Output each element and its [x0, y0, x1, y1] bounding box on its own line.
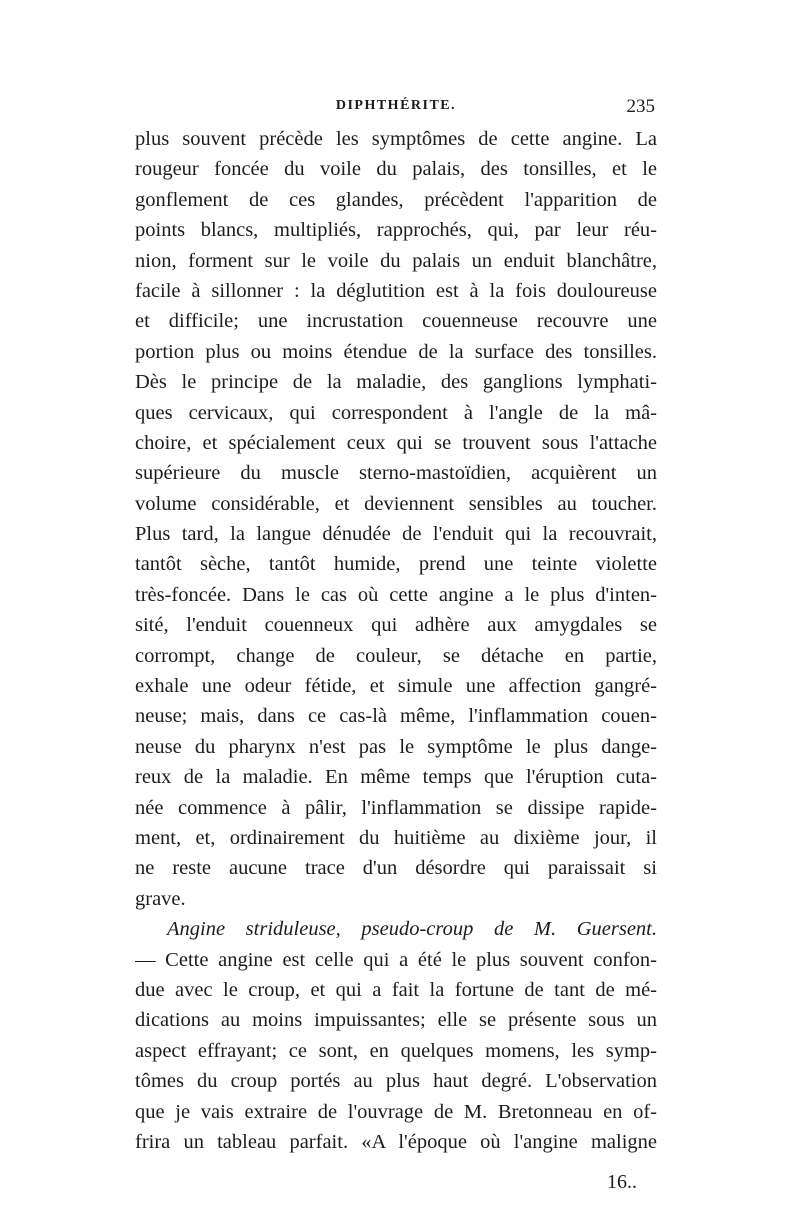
text-line: — Cette angine est celle qui a été le plus souvent confon-	[135, 948, 657, 971]
text-line: points blancs, multipliés, rapprochés, qui, par leur réu-	[135, 219, 657, 242]
section-heading: Angine striduleuse, pseudo-croup de M. Guersent.	[167, 918, 657, 941]
text-line: ment, et, ordinairement du huitième au dixième jour, il	[135, 826, 657, 849]
text-line: très-foncée. Dans le cas où cette angine a le plus d'inten-	[135, 583, 657, 606]
text-line: reux de la maladie. En même temps que l'éruption cuta-	[135, 766, 657, 789]
text-line: portion plus ou moins étendue de la surface des tonsilles.	[135, 340, 657, 363]
text-line: plus souvent précède les symptômes de cette angine. La	[135, 128, 657, 150]
text-line: supérieure du muscle sterno-mastoïdien, acquièrent un	[135, 462, 657, 485]
text-line: choire, et spécialement ceux qui se trouvent sous l'attache	[135, 431, 657, 454]
text-line: tômes du croup portés au plus haut degré. L'observation	[135, 1070, 657, 1093]
text-line: née commence à pâlir, l'inflammation se dissipe rapide-	[135, 796, 657, 819]
text-line: dications au moins impuissantes; elle se présente sous un	[135, 1009, 657, 1032]
text-line: frira un tableau parfait. «A l'époque où l'angine maligne	[135, 1130, 657, 1153]
text-line: rougeur foncée du voile du palais, des tonsilles, et le	[135, 158, 657, 181]
text-line: ques cervicaux, qui correspondent à l'angle de la mâ-	[135, 401, 657, 424]
text-line: sité, l'enduit couenneux qui adhère aux amygdales se	[135, 614, 657, 637]
body-text	[135, 124, 657, 1157]
text-line: corrompt, change de couleur, se détache en partie,	[135, 644, 657, 667]
signature-mark: 16..	[607, 1171, 637, 1194]
text-line: et difficile; une incrustation couenneuse recouvre une	[135, 310, 657, 333]
text-line: que je vais extraire de l'ouvrage de M. Bretonneau en of-	[135, 1100, 657, 1123]
running-title: DIPHTHÉRITE.	[335, 98, 457, 113]
text-line: facile à sillonner : la déglutition est à la fois douloureuse	[135, 279, 657, 302]
text-line: Dès le principe de la maladie, des ganglions lymphati-	[135, 371, 657, 394]
text-line: neuse du pharynx n'est pas le symptôme le plus dange-	[135, 735, 657, 758]
text-line: tantôt sèche, tantôt humide, prend une teinte violette	[135, 553, 657, 576]
text-line: volume considérable, et deviennent sensibles au toucher.	[135, 492, 657, 515]
text-line: nion, forment sur le voile du palais un enduit blanchâtre,	[135, 249, 657, 272]
text-line: Plus tard, la langue dénudée de l'enduit qui la recouvrait,	[135, 523, 657, 546]
page-number: 235	[626, 96, 655, 117]
text-line: due avec le croup, et qui a fait la fortune de tant de mé-	[135, 978, 657, 1001]
text-line: gonflement de ces glandes, précèdent l'apparition de	[135, 188, 657, 211]
text-line: aspect effrayant; ce sont, en quelques momens, les symp-	[135, 1039, 657, 1062]
text-line: neuse; mais, dans ce cas-là même, l'inflammation couen-	[135, 705, 657, 728]
text-line: exhale une odeur fétide, et simule une affection gangré-	[135, 675, 657, 698]
running-head	[135, 96, 657, 120]
text-line: grave.	[135, 887, 186, 910]
text-line: ne reste aucune trace d'un désordre qui paraissait si	[135, 857, 657, 880]
book-page	[135, 96, 657, 1197]
